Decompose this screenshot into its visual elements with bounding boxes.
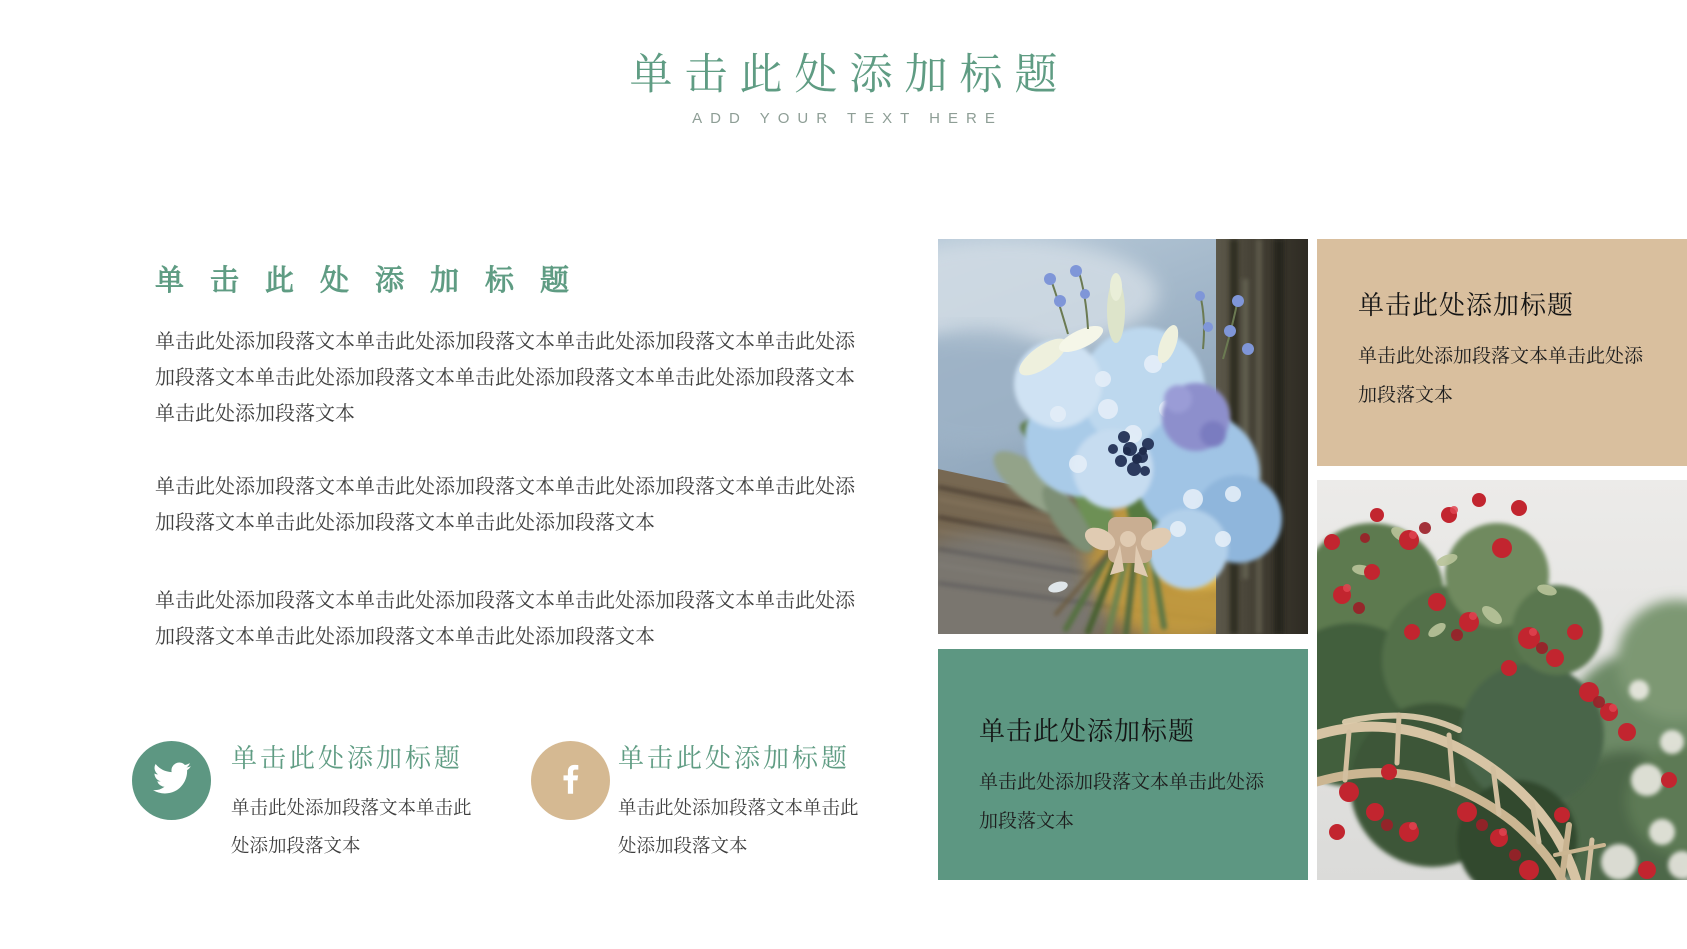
tan-card <box>1317 239 1687 466</box>
slide-subtitle: ADD YOUR TEXT HERE <box>692 110 1003 127</box>
twitter-icon <box>153 759 191 802</box>
green-card <box>938 649 1308 880</box>
section-heading: 单击此处添加标题 <box>155 265 596 297</box>
twitter-block-text: 单击此处添加段落文本单击此处添加段落文本 <box>231 797 472 856</box>
facebook-text-block <box>618 738 864 865</box>
rose-arch-photo <box>1317 480 1687 880</box>
facebook-badge <box>531 741 610 820</box>
twitter-block-title: 单击此处添加标题 <box>231 743 464 773</box>
facebook-icon <box>553 760 589 801</box>
facebook-block-title: 单击此处添加标题 <box>618 743 851 773</box>
twitter-text-block <box>231 738 477 865</box>
paragraph-2: 单击此处添加段落文本单击此处添加段落文本单击此处添加段落文本单击此处添加段落文本单击此处添加段落文本单击此处添加段落文本 <box>155 476 855 534</box>
green-card-text: 单击此处添加段落文本单击此处添加段落文本 <box>979 772 1265 832</box>
paragraph-3: 单击此处添加段落文本单击此处添加段落文本单击此处添加段落文本单击此处添加段落文本单击此处添加段落文本单击此处添加段落文本 <box>155 590 855 648</box>
tan-card-text: 单击此处添加段落文本单击此处添加段落文本 <box>1358 346 1644 406</box>
header-block <box>0 50 1687 127</box>
facebook-block-text: 单击此处添加段落文本单击此处添加段落文本 <box>618 797 859 856</box>
green-card-title: 单击此处添加标题 <box>979 716 1196 746</box>
slide-title: 单击此处添加标题 <box>629 51 1070 99</box>
blue-bouquet-photo <box>938 239 1308 634</box>
twitter-badge <box>132 741 211 820</box>
tan-card-title: 单击此处添加标题 <box>1358 290 1575 320</box>
paragraph-1: 单击此处添加段落文本单击此处添加段落文本单击此处添加段落文本单击此处添加段落文本单击此处添加段落文本单击此处添加段落文本单击此处添加段落文本单击此处添加段落文本 <box>155 331 855 425</box>
